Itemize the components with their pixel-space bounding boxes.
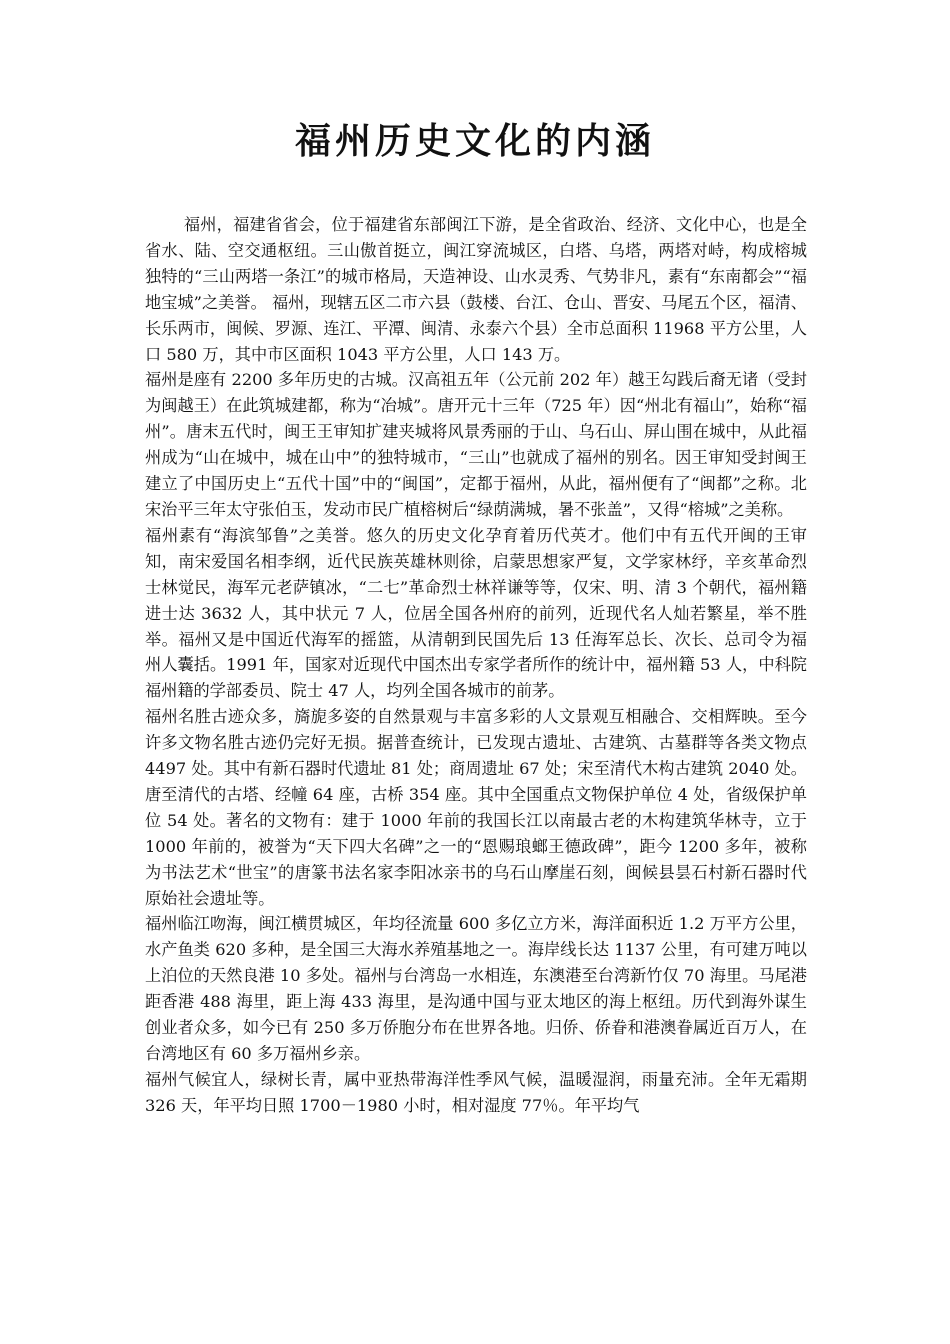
paragraph-climate: 福州气候宜人，绿树长青，属中亚热带海洋性季风气候，温暖湿润，雨量充沛。全年无霜期 326 天，年平均日照 1700－1980 小时，相对湿度 77％。年平均气 — [145, 1069, 807, 1115]
paragraph-heritage-sites: 福州名胜古迹众多，旖旎多姿的自然景观与丰富多彩的人文景观互相融合、交相辉映。至今许多文物名胜古迹仍完好无损。据普查统计，已发现古遗址、古建筑、古墓群等各类文物点 4497 处。其中有新石器时代遗址 81 处；商周遗址 67 处；宋至清代木构古建筑 2040 处。唐至清代的古塔、经幢 64 座，古桥 354 座。其中全国重点文物保护单位 4 处，省级保护单位 54 处。著名的文物有：建于 1000 年前的我国长江以南最古老的木构建筑华林寺，立于 1000 年前的，被誉为“天下四大名碑”之一的“恩赐琅螂王德政碑”，距今 1200 多年，被称为书法艺术“世宝”的唐篆书法名家李阳冰亲书的乌石山摩崖石刻，闽候县昙石村新石器时代原始社会遗址等。 — [145, 707, 807, 908]
document-title: 福州历史文化的内涵 — [294, 121, 655, 162]
document-body — [145, 212, 807, 1119]
paragraph-history: 福州是座有 2200 多年历史的古城。汉高祖五年（公元前 202 年）越王勾践后裔无诸（受封为闽越王）在此筑城建都，称为“冶城”。唐开元十三年（725 年）因“州北有福山”，始称“福州”。唐末五代时，闽王王审知扩建夹城将风景秀丽的于山、乌石山、屏山围在城中，从此福州成为“山在城中，城在山中”的独特城市，“三山”也就成了福州的别名。因王审知受封闽王建立了中国历史上“五代十国”中的“闽国”，定都于福州，从此，福州便有了“闽都”之称。北宋治平三年太守张伯玉，发动市民广植榕树后“绿荫满城，暑不张盖”，又得“榕城”之美称。 — [145, 370, 807, 519]
paragraph-geography-sea: 福州临江吻海，闽江横贯城区，年均径流量 600 多亿立方米，海洋面积近 1.2 万平方公里，水产鱼类 620 多种，是全国三大海水养殖基地之一。海岸线长达 1137 公里，有可建万吨以上泊位的天然良港 10 多处。福州与台湾岛一水相连，东澳港至台湾新竹仅 70 海里。马尾港距香港 488 海里，距上海 433 海里，是沟通中国与亚太地区的海上枢纽。历代到海外谋生创业者众多，如今已有 250 多万侨胞分布在世界各地。归侨、侨眷和港澳眷属近百万人，在台湾地区有 60 多万福州乡亲。 — [145, 914, 807, 1063]
paragraph-intro: 福州，福建省省会，位于福建省东部闽江下游，是全省政治、经济、文化中心，也是全省水、陆、空交通枢纽。三山傲首挺立，闽江穿流城区，白塔、乌塔，两塔对峙，构成榕城独特的“三山两塔一条江”的城市格局，天造神设、山水灵秀、气势非凡，素有“东南都会”“福地宝城”之美誉。 福州，现辖五区二市六县（鼓楼、台江、仓山、晋安、马尾五个区，福清、长乐两市，闽候、罗源、连江、平潭、闽清、永泰六个县）全市总面积 11968 平方公里，人口 580 万，其中市区面积 1043 平方公里，人口 143 万。 — [145, 215, 807, 364]
paragraph-notable-people: 福州素有“海滨邹鲁”之美誉。悠久的历史文化孕育着历代英才。他们中有五代开闽的王审知，南宋爱国名相李纲，近代民族英雄林则徐，启蒙思想家严复，文学家林纾，辛亥革命烈士林觉民，海军元老萨镇冰，“二七”革命烈士林祥谦等等，仅宋、明、清 3 个朝代，福州籍进士达 3632 人，其中状元 7 人，位居全国各州府的前列，近现代名人灿若繁星，举不胜举。福州又是中国近代海军的摇篮，从清朝到民国先后 13 任海军总长、次长、总司令为福州人囊括。1991 年，国家对近现代中国杰出专家学者所作的统计中，福州籍 53 人，中科院福州籍的学部委员、院士 47 人，均列全国各城市的前茅。 — [145, 525, 807, 701]
